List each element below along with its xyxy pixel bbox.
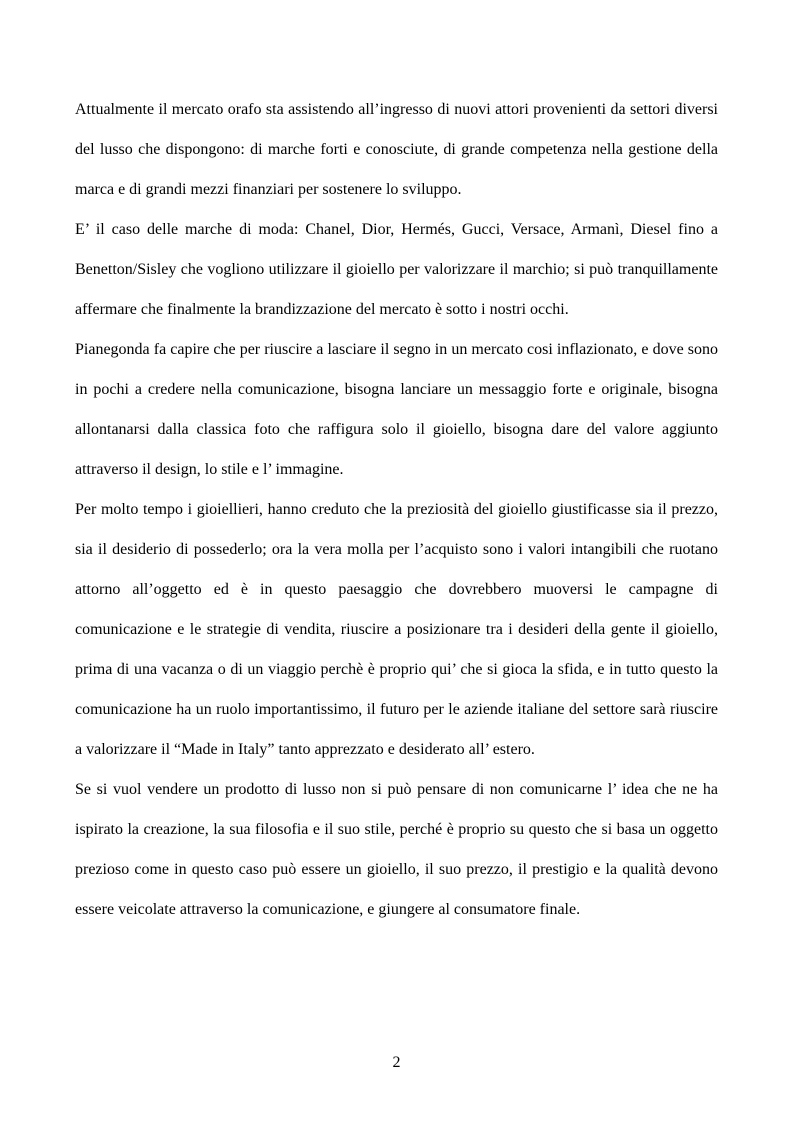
page-number: 2 [392, 1054, 401, 1071]
paragraph-5: Se si vuol vendere un prodotto di lusso non si può pensare di non comunicarne l’ idea che ne ha ispirato la creazione, la sua filosofia e il suo stile, perché è proprio su questo che si basa un oggetto prezioso come in questo caso può essere un gioiello, il suo prezzo, il prestigio e la qualità devono essere veicolate attraverso la comunicazione, e giungere al consumatore finale. [75, 781, 718, 918]
paragraph-2: E’ il caso delle marche di moda: Chanel, Dior, Hermés, Gucci, Versace, Armanì, Diesel fino a Benetton/Sisley che vogliono utilizzare il gioiello per valorizzare il marchio; si può tranquillamente affermare che finalmente la brandizzazione del mercato è sotto i nostri occhi. [75, 221, 718, 318]
paragraph-4: Per molto tempo i gioiellieri, hanno creduto che la preziosità del gioiello giustificasse sia il prezzo, sia il desiderio di possederlo; ora la vera molla per l’acquisto sono i valori intangibili che ruotano attorno all’oggetto ed è in questo paesaggio che dovrebbero muoversi le campagne di comunicazione e le strategie di vendita, riuscire a posizionare tra i desideri della gente il gioiello, prima di una vacanza o di un viaggio perchè è proprio qui’ che si gioca la sfida, e in tutto questo la comunicazione ha un ruolo importantissimo, il futuro per le aziende italiane del settore sarà riuscire a valorizzare il “Made in Italy” tanto apprezzato e desiderato all’ estero. [75, 501, 718, 758]
paragraph-1: Attualmente il mercato orafo sta assistendo all’ingresso di nuovi attori provenienti da settori diversi del lusso che dispongono: di marche forti e conosciute, di grande competenza nella gestione della marca e di grandi mezzi finanziari per sostenere lo sviluppo. [75, 101, 718, 198]
body-text [75, 90, 718, 930]
paragraph-3: Pianegonda fa capire che per riuscire a lasciare il segno in un mercato cosi inflazionato, e dove sono in pochi a credere nella comunicazione, bisogna lanciare un messaggio forte e originale, bisogna allontanarsi dalla classica foto che raffigura solo il gioiello, bisogna dare del valore aggiunto attraverso il design, lo stile e l’ immagine. [75, 341, 718, 478]
